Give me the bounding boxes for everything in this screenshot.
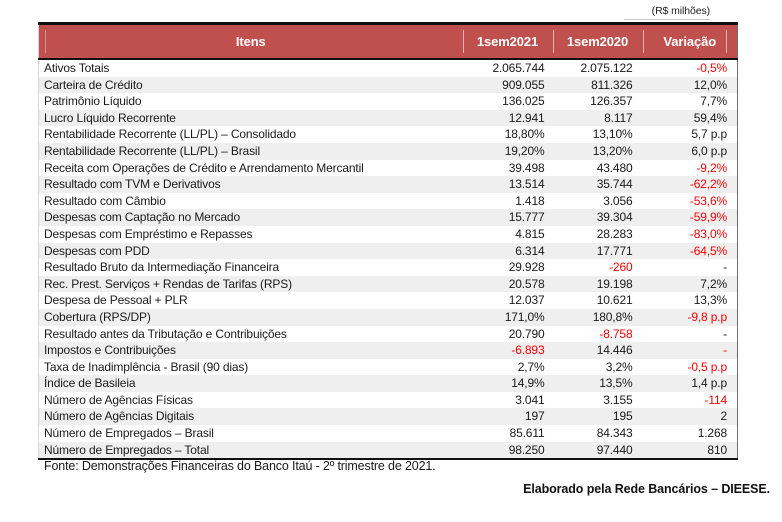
item-label: Cobertura (RPS/DP) (39, 309, 463, 326)
value-1sem2020: 126.357 (553, 93, 643, 110)
table-row (39, 342, 738, 359)
value-1sem2020: 13,20% (553, 143, 643, 160)
value-1sem2020: -8.758 (553, 326, 643, 343)
table-body (39, 59, 738, 459)
table-row (39, 160, 738, 177)
column-header-itens-label: Itens (235, 34, 266, 49)
value-variacao: -83,0% (643, 226, 738, 243)
table-row (39, 292, 738, 309)
financial-table-wrapper (38, 22, 737, 460)
value-variacao: -114 (643, 392, 738, 409)
value-variacao: -9,2% (643, 160, 738, 177)
value-1sem2020: 35.744 (553, 176, 643, 193)
value-1sem2020: -260 (553, 259, 643, 276)
value-1sem2020: 19.198 (553, 276, 643, 293)
item-label: Carteira de Crédito (39, 77, 463, 94)
financial-table (38, 22, 738, 460)
item-label: Rec. Prest. Serviços + Rendas de Tarifas (RPS) (39, 276, 463, 293)
table-row (39, 359, 738, 376)
item-label: Resultado Bruto da Intermediação Financeira (39, 259, 463, 276)
value-1sem2021: 2.065.744 (463, 59, 553, 77)
item-label: Taxa de Inadimplência - Brasil (90 dias) (39, 359, 463, 376)
value-1sem2020: 13,10% (553, 126, 643, 143)
credit-note: Elaborado pela Rede Bancários – DIEESE. (523, 482, 770, 496)
value-1sem2021: 39.498 (463, 160, 553, 177)
item-label: Resultado com TVM e Derivativos (39, 176, 463, 193)
item-label: Número de Empregados – Brasil (39, 425, 463, 442)
value-1sem2021: 12.037 (463, 292, 553, 309)
value-1sem2021: 2,7% (463, 359, 553, 376)
unit-label: (R$ milhões) (624, 5, 710, 20)
value-variacao: -9,8 p.p (643, 309, 738, 326)
value-1sem2020: 14.446 (553, 342, 643, 359)
table-row (39, 243, 738, 260)
column-header-1sem2021 (463, 24, 553, 60)
value-1sem2020: 2.075.122 (553, 59, 643, 77)
value-1sem2021: 4.815 (463, 226, 553, 243)
value-1sem2020: 84.343 (553, 425, 643, 442)
value-variacao: 59,4% (643, 110, 738, 127)
table-row (39, 59, 738, 77)
value-variacao: 6,0 p.p (643, 143, 738, 160)
table-row (39, 442, 738, 460)
value-variacao: - (643, 342, 738, 359)
value-1sem2020: 97.440 (553, 442, 643, 460)
value-1sem2021: -6.893 (463, 342, 553, 359)
value-1sem2020: 3.056 (553, 193, 643, 210)
item-label: Rentabilidade Recorrente (LL/PL) – Consolidado (39, 126, 463, 143)
table-row (39, 375, 738, 392)
value-1sem2020: 13,5% (553, 375, 643, 392)
table-row (39, 309, 738, 326)
column-header-1sem2020 (553, 24, 643, 60)
column-header-itens (39, 24, 463, 60)
value-variacao: 5,7 p.p (643, 126, 738, 143)
item-label: Resultado antes da Tributação e Contribuições (39, 326, 463, 343)
value-variacao: 7,2% (643, 276, 738, 293)
value-variacao: 1.268 (643, 425, 738, 442)
item-label: Resultado com Câmbio (39, 193, 463, 210)
table-row (39, 259, 738, 276)
item-label: Rentabilidade Recorrente (LL/PL) – Brasil (39, 143, 463, 160)
value-1sem2020: 180,8% (553, 309, 643, 326)
table-row (39, 110, 738, 127)
table-header (39, 24, 738, 60)
value-variacao: - (643, 326, 738, 343)
table-row (39, 425, 738, 442)
table-header-row (39, 24, 738, 60)
value-1sem2021: 29.928 (463, 259, 553, 276)
value-1sem2020: 39.304 (553, 209, 643, 226)
value-1sem2021: 20.578 (463, 276, 553, 293)
table-row (39, 226, 738, 243)
item-label: Despesa de Pessoal + PLR (39, 292, 463, 309)
item-label: Número de Agências Físicas (39, 392, 463, 409)
value-1sem2021: 19,20% (463, 143, 553, 160)
item-label: Receita com Operações de Crédito e Arrendamento Mercantil (39, 160, 463, 177)
value-variacao: -59,9% (643, 209, 738, 226)
value-variacao: 12,0% (643, 77, 738, 94)
value-1sem2021: 1.418 (463, 193, 553, 210)
table-row (39, 276, 738, 293)
table-row (39, 143, 738, 160)
value-1sem2020: 195 (553, 408, 643, 425)
value-1sem2020: 3.155 (553, 392, 643, 409)
table-row (39, 392, 738, 409)
value-variacao: 2 (643, 408, 738, 425)
value-variacao: -53,6% (643, 193, 738, 210)
value-variacao: -62,2% (643, 176, 738, 193)
value-1sem2020: 10.621 (553, 292, 643, 309)
value-variacao: -0,5 p.p (643, 359, 738, 376)
value-variacao: -64,5% (643, 243, 738, 260)
value-1sem2021: 98.250 (463, 442, 553, 460)
item-label: Despesas com Empréstimo e Repasses (39, 226, 463, 243)
value-1sem2021: 171,0% (463, 309, 553, 326)
table-row (39, 126, 738, 143)
table-row (39, 193, 738, 210)
item-label: Patrimônio Líquido (39, 93, 463, 110)
value-1sem2020: 3,2% (553, 359, 643, 376)
value-1sem2020: 43.480 (553, 160, 643, 177)
value-1sem2020: 28.283 (553, 226, 643, 243)
value-variacao: -0,5% (643, 59, 738, 77)
value-1sem2021: 15.777 (463, 209, 553, 226)
value-variacao: - (643, 259, 738, 276)
value-1sem2021: 12.941 (463, 110, 553, 127)
table-row (39, 326, 738, 343)
table-row (39, 176, 738, 193)
item-label: Ativos Totais (39, 59, 463, 77)
source-note: Fonte: Demonstrações Financeiras do Banco Itaú - 2º trimestre de 2021. (44, 459, 436, 473)
value-1sem2021: 18,80% (463, 126, 553, 143)
column-header-1sem2020-label: 1sem2020 (566, 34, 629, 49)
value-1sem2021: 909.055 (463, 77, 553, 94)
value-variacao: 7,7% (643, 93, 738, 110)
value-1sem2021: 20.790 (463, 326, 553, 343)
value-1sem2021: 14,9% (463, 375, 553, 392)
value-variacao: 1,4 p.p (643, 375, 738, 392)
item-label: Despesas com PDD (39, 243, 463, 260)
item-label: Lucro Líquido Recorrente (39, 110, 463, 127)
value-1sem2020: 8.117 (553, 110, 643, 127)
value-variacao: 13,3% (643, 292, 738, 309)
table-row (39, 209, 738, 226)
item-label: Impostos e Contribuições (39, 342, 463, 359)
value-1sem2021: 85.611 (463, 425, 553, 442)
table-row (39, 77, 738, 94)
value-1sem2020: 17.771 (553, 243, 643, 260)
table-row (39, 93, 738, 110)
column-header-variacao-label: Variação (663, 34, 717, 49)
value-variacao: 810 (643, 442, 738, 460)
value-1sem2021: 136.025 (463, 93, 553, 110)
column-header-1sem2021-label: 1sem2021 (476, 34, 539, 49)
value-1sem2021: 3.041 (463, 392, 553, 409)
value-1sem2020: 811.326 (553, 77, 643, 94)
table-row (39, 408, 738, 425)
item-label: Índice de Basileia (39, 375, 463, 392)
column-header-variacao (643, 24, 738, 60)
value-1sem2021: 197 (463, 408, 553, 425)
item-label: Número de Agências Digitais (39, 408, 463, 425)
item-label: Despesas com Captação no Mercado (39, 209, 463, 226)
value-1sem2021: 6.314 (463, 243, 553, 260)
item-label: Número de Empregados – Total (39, 442, 463, 460)
value-1sem2021: 13.514 (463, 176, 553, 193)
